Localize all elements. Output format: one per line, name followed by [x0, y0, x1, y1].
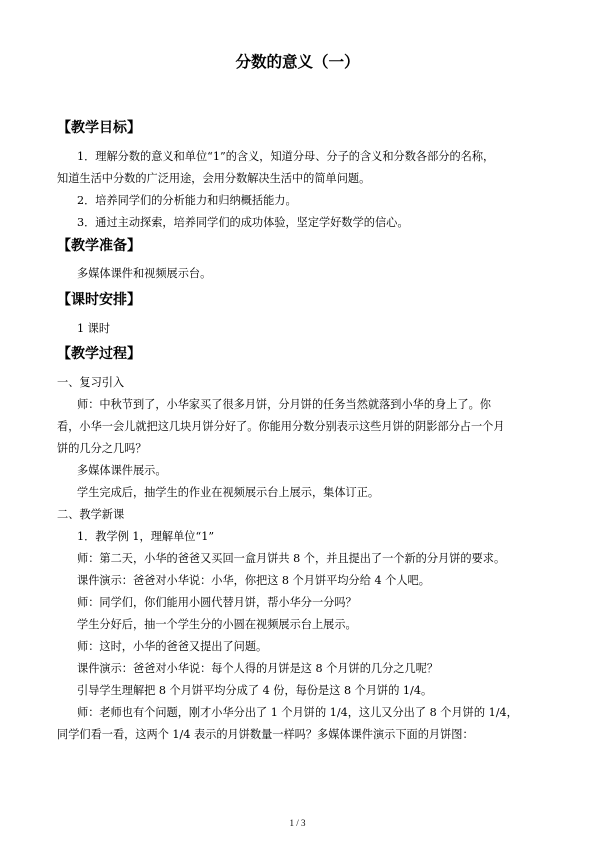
goal-line: 知道生活中分数的广泛用途，会用分数解决生活中的简单问题。	[57, 172, 371, 185]
heading-prep: 【教学准备】	[57, 238, 141, 254]
process-line: 师：同学们，你们能用小圆代替月饼，帮小华分一分吗？	[77, 596, 357, 609]
schedule-line: 1 课时	[77, 322, 111, 335]
process-line: 师：这时，小华的爸爸又提出了问题。	[77, 640, 268, 653]
heading-schedule: 【课时安排】	[57, 292, 141, 308]
process-line: 学生完成后，抽学生的作业在视频展示台上展示，集体订正。	[77, 486, 380, 499]
page-title: 分数的意义（一）	[235, 53, 360, 71]
process-line: 师：第二天，小华的爸爸又买回一盒月饼共 8 个，并且提出了一个新的分月饼的要求。	[77, 552, 506, 565]
process-line: 课件演示：爸爸对小华说：小华，你把这 8 个月饼平均分给 4 个人吧。	[77, 574, 430, 587]
process-line: 1．教学例 1，理解单位“1”	[77, 530, 215, 543]
process-line: 二、教学新课	[57, 508, 125, 521]
process-line: 一、复习引入	[57, 376, 125, 389]
process-line: 师：中秋节到了，小华家买了很多月饼，分月饼的任务当然就落到小华的身上了。你	[77, 398, 491, 411]
page-number: 1 / 3	[289, 818, 306, 828]
process-line: 课件演示：爸爸对小华说：每个人得的月饼是这 8 个月饼的几分之几呢？	[77, 662, 439, 675]
prep-line: 多媒体课件和视频展示台。	[77, 267, 212, 280]
process-line: 饼的几分之几吗？	[57, 442, 147, 455]
process-line: 多媒体课件展示。	[77, 464, 167, 477]
process-line: 同学们看一看，这两个 1/4 表示的月饼数量一样吗？多媒体课件演示下面的月饼图：	[57, 728, 474, 741]
process-line: 引导学生理解把 8 个月饼平均分成了 4 份，每份是这 8 个月饼的 1/4。	[77, 684, 433, 697]
goal-line: 2．培养同学们的分析能力和归纳概括能力。	[77, 194, 297, 207]
goal-line: 3．通过主动探索，培养同学们的成功体验，坚定学好数学的信心。	[77, 216, 409, 229]
process-line: 学生分好后，抽一个学生分的小圆在视频展示台上展示。	[77, 618, 357, 631]
heading-goals: 【教学目标】	[57, 120, 141, 136]
goal-line: 1．理解分数的意义和单位“1”的含义，知道分母、分子的含义和分数各部分的名称，	[77, 150, 495, 163]
heading-process: 【教学过程】	[57, 346, 141, 362]
process-line: 师：老师也有个问题，刚才小华分出了 1 个月饼的 1/4，这儿又分出了 8 个月饼的 1/4，	[77, 706, 518, 719]
process-line: 看，小华一会儿就把这几块月饼分好了。你能用分数分别表示这些月饼的阴影部分占一个月	[57, 420, 505, 433]
